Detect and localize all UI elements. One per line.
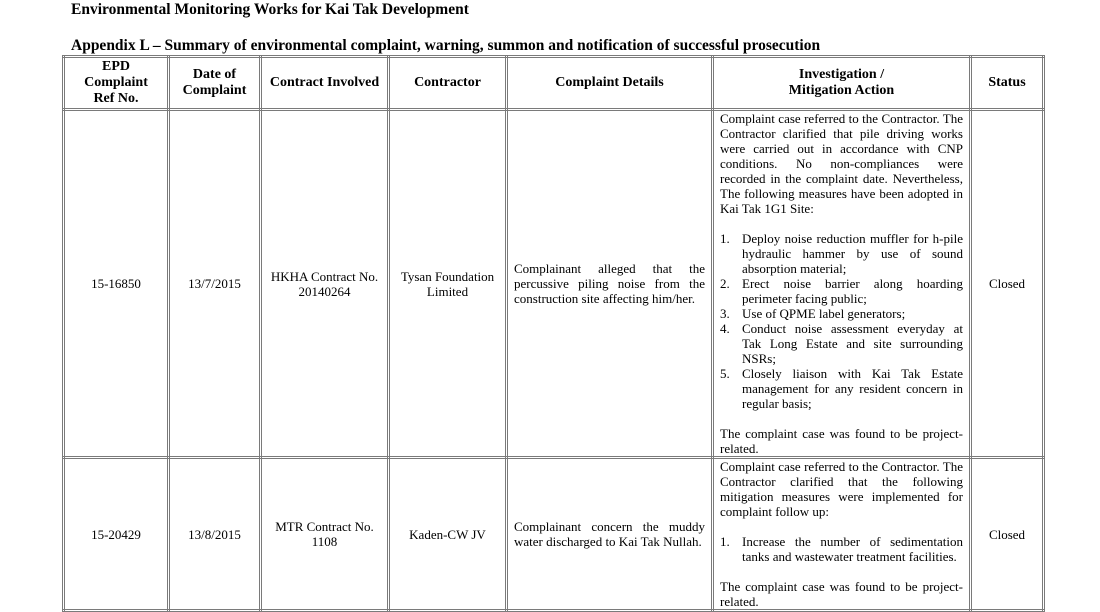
header-contractor: Contractor xyxy=(389,57,507,110)
cell-investigation xyxy=(713,458,971,611)
cell-ref-no: 15-20429 xyxy=(64,458,169,611)
cell-details: Complainant alleged that the percussive piling noise from the construction site affecting him/her. xyxy=(507,110,713,458)
investigation-intro: Complaint case referred to the Contractor. The Contractor clarified that pile driving works were carried out in accordance with CNP conditions. No non-compliances were recorded in the complaint date. Nevertheless, The following measures have been adopted in Kai Tak 1G1 Site: xyxy=(720,111,963,216)
cell-contractor: Tysan Foundation Limited xyxy=(389,110,507,458)
investigation-conclusion: The complaint case was found to be project-related. xyxy=(720,426,963,456)
cell-date: 13/8/2015 xyxy=(169,458,261,611)
header-investigation: Investigation / Mitigation Action xyxy=(713,57,971,110)
cell-date: 13/7/2015 xyxy=(169,110,261,458)
investigation-intro: Complaint case referred to the Contractor. The Contractor clarified that the following mitigation measures were implemented for complaint follow up: xyxy=(720,459,963,519)
header-date: Date of Complaint xyxy=(169,57,261,110)
header-contract: Contract Involved xyxy=(261,57,389,110)
cell-status: Closed xyxy=(971,110,1044,458)
header-status: Status xyxy=(971,57,1044,110)
complaint-summary-table xyxy=(62,55,1045,612)
measures-list xyxy=(720,231,963,411)
cell-contractor: Kaden-CW JV xyxy=(389,458,507,611)
list-item: 5. Closely liaison with Kai Tak Estate management for any resident concern in regular basis; xyxy=(720,366,963,411)
cell-ref-no: 15-16850 xyxy=(64,110,169,458)
header-details: Complaint Details xyxy=(507,57,713,110)
list-item: 4. Conduct noise assessment everyday at Tak Long Estate and site surrounding NSRs; xyxy=(720,321,963,366)
header-ref-no: EPD Complaint Ref No. xyxy=(64,57,169,110)
appendix-title: Appendix L – Summary of environmental complaint, warning, summon and notification of successful prosecution xyxy=(71,37,821,54)
measures-list xyxy=(720,534,963,564)
table-header-row xyxy=(64,57,1044,110)
list-item: 2. Erect noise barrier along hoarding perimeter facing public; xyxy=(720,276,963,306)
list-item: 1. Deploy noise reduction muffler for h-pile hydraulic hammer by use of sound absorption material; xyxy=(720,231,963,276)
cell-contract: MTR Contract No. 1108 xyxy=(261,458,389,611)
list-item: 3. Use of QPME label generators; xyxy=(720,306,906,321)
cell-status: Closed xyxy=(971,458,1044,611)
table-row xyxy=(64,458,1044,611)
list-item: 1. Increase the number of sedimentation tanks and wastewater treatment facilities. xyxy=(720,534,963,564)
cell-contract: HKHA Contract No. 20140264 xyxy=(261,110,389,458)
table-row xyxy=(64,110,1044,458)
investigation-conclusion: The complaint case was found to be project-related. xyxy=(720,579,963,609)
cell-investigation xyxy=(713,110,971,458)
document-title: Environmental Monitoring Works for Kai Tak Development xyxy=(71,1,469,18)
cell-details: Complainant concern the muddy water discharged to Kai Tak Nullah. xyxy=(507,458,713,611)
